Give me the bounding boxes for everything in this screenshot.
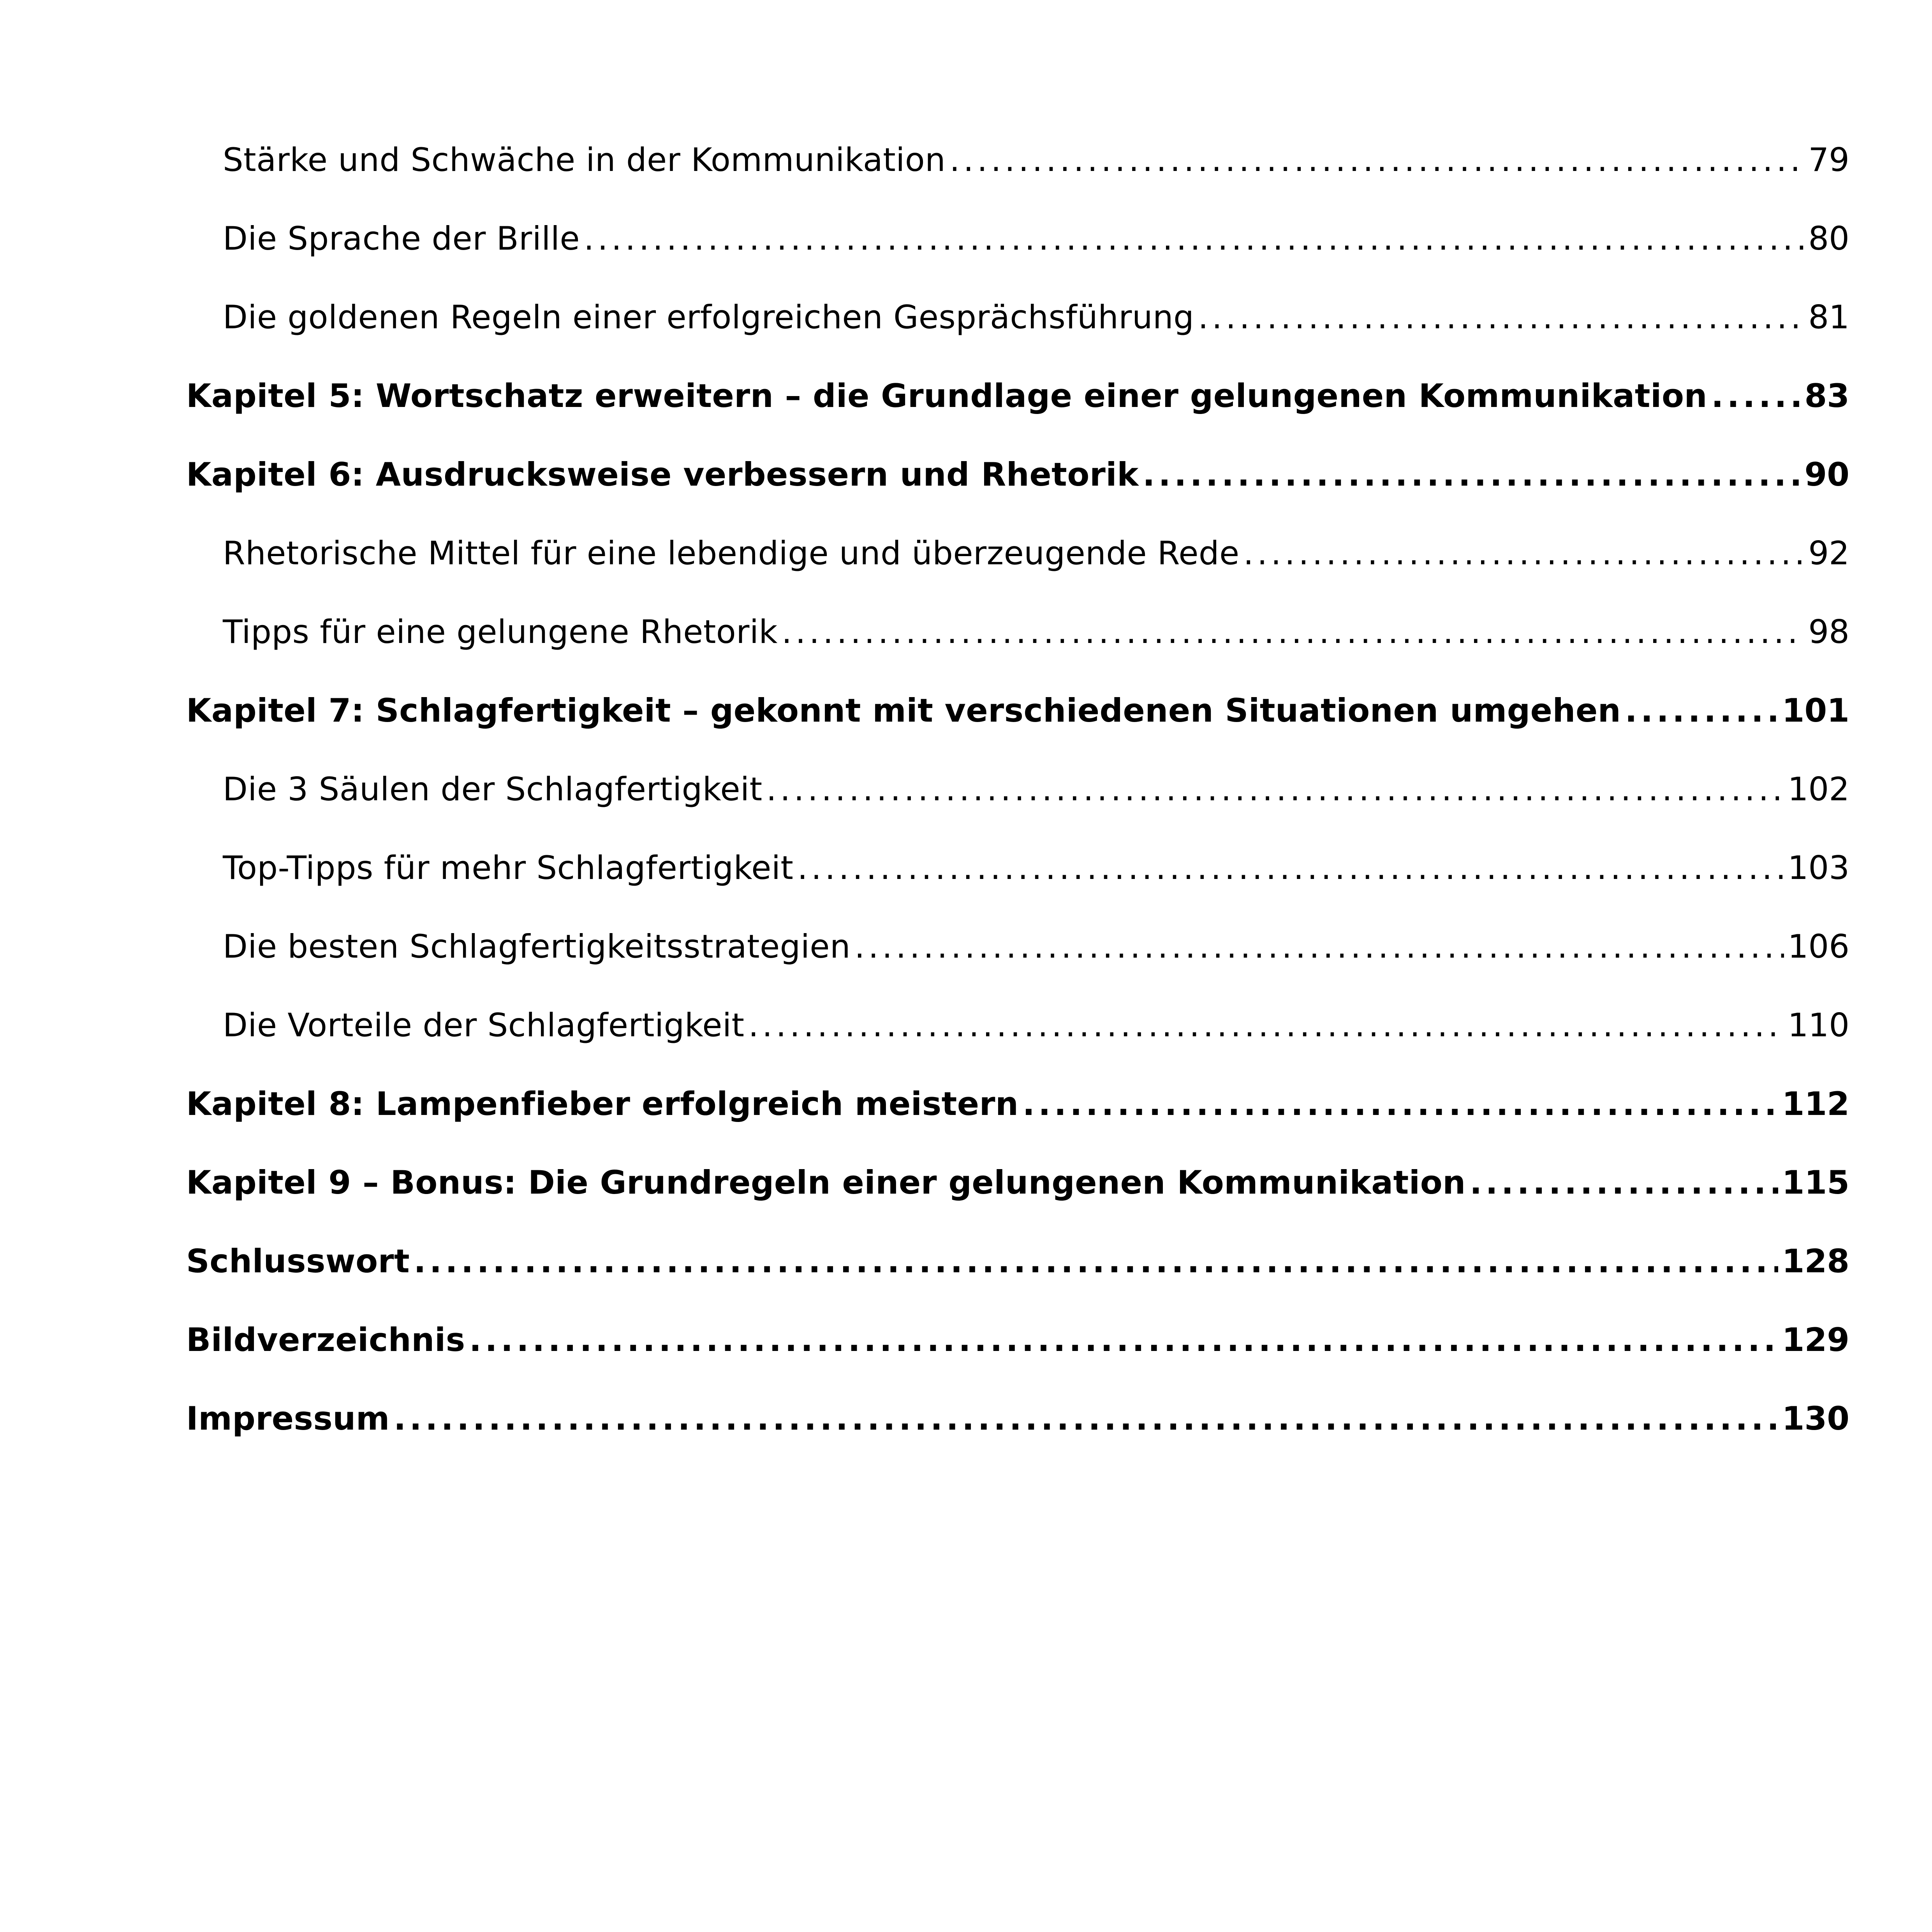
toc-entry-title: Top-Tipps für mehr Schlagfertigkeit	[223, 849, 794, 887]
toc-dot-leader	[797, 852, 1784, 884]
toc-entry[interactable]	[0, 1314, 1932, 1365]
toc-entry[interactable]	[0, 449, 1932, 500]
toc-entry-title: Rhetorische Mittel für eine lebendige und überzeugende Rede	[223, 534, 1240, 572]
toc-entry-title: Impressum	[186, 1399, 390, 1437]
toc-dot-leader	[766, 773, 1784, 805]
toc-dot-leader	[394, 1402, 1778, 1435]
toc-dot-leader	[1470, 1166, 1778, 1199]
toc-entry[interactable]	[0, 1393, 1932, 1444]
toc-entry-title: Kapitel 5: Wortschatz erweitern – die Grundlage einer gelungenen Kommunikation	[186, 377, 1708, 415]
toc-entry-title: Die Vorteile der Schlagfertigkeit	[223, 1006, 745, 1044]
toc-entry-page: 101	[1782, 691, 1849, 729]
toc-entry-title: Schlusswort	[186, 1242, 410, 1280]
toc-entry-title: Stärke und Schwäche in der Kommunikation	[223, 141, 946, 179]
toc-entry-page: 102	[1788, 770, 1849, 808]
toc-dot-leader	[1711, 380, 1800, 412]
toc-entry[interactable]	[0, 1000, 1932, 1050]
toc-entry-page: 80	[1808, 219, 1849, 257]
toc-dot-leader	[949, 144, 1804, 176]
toc-entry[interactable]	[0, 1236, 1932, 1286]
toc-entry-title: Kapitel 6: Ausdrucksweise verbessern und Rhetorik	[186, 455, 1139, 493]
toc-dot-leader	[414, 1245, 1778, 1277]
toc-entry[interactable]	[0, 764, 1932, 814]
toc-dot-leader	[748, 1009, 1784, 1041]
toc-entry[interactable]	[0, 292, 1932, 342]
toc-entry[interactable]	[0, 1157, 1932, 1208]
toc-dot-leader	[1143, 458, 1801, 491]
toc-entry-title: Kapitel 9 – Bonus: Die Grundregeln einer gelungenen Kommunikation	[186, 1163, 1466, 1201]
toc-entry-page: 128	[1782, 1242, 1849, 1280]
toc-entry[interactable]	[0, 134, 1932, 185]
toc-dot-leader	[469, 1324, 1778, 1356]
toc-entry-title: Bildverzeichnis	[186, 1321, 465, 1359]
toc-entry-page: 115	[1782, 1163, 1849, 1201]
toc-entry-page: 130	[1782, 1399, 1849, 1437]
toc-dot-leader	[1023, 1088, 1778, 1120]
toc-dot-leader	[854, 930, 1784, 963]
toc-entry-title: Kapitel 7: Schlagfertigkeit – gekonnt mit verschiedenen Situationen umgehen	[186, 691, 1621, 729]
toc-entry-page: 110	[1788, 1006, 1849, 1044]
toc-entry-page: 81	[1808, 298, 1849, 336]
toc-dot-leader	[1625, 694, 1778, 727]
toc-dot-leader	[782, 616, 1804, 648]
toc-entry-page: 90	[1804, 455, 1849, 493]
toc-entry-title: Die Sprache der Brille	[223, 219, 580, 257]
toc-entry-page: 79	[1808, 141, 1849, 179]
toc-entry-title: Die besten Schlagfertigkeitsstrategien	[223, 927, 851, 965]
toc-entry-title: Die goldenen Regeln einer erfolgreichen Gesprächsführung	[223, 298, 1194, 336]
toc-entry[interactable]	[0, 921, 1932, 972]
toc-entry-page: 98	[1808, 613, 1849, 651]
toc-entry[interactable]	[0, 528, 1932, 578]
toc-entry-page: 112	[1782, 1085, 1849, 1123]
toc-entry[interactable]	[0, 842, 1932, 893]
toc-entry-page: 83	[1804, 377, 1849, 415]
toc-entry[interactable]	[0, 370, 1932, 421]
toc-entry-title: Tipps für eine gelungene Rhetorik	[223, 613, 778, 651]
toc-entry-title: Die 3 Säulen der Schlagfertigkeit	[223, 770, 763, 808]
toc-entry-title: Kapitel 8: Lampenfieber erfolgreich meistern	[186, 1085, 1019, 1123]
toc-entry[interactable]	[0, 606, 1932, 657]
toc-entry[interactable]	[0, 213, 1932, 264]
toc-entry[interactable]	[0, 685, 1932, 736]
toc-dot-leader	[1243, 537, 1805, 569]
toc-dot-leader	[584, 222, 1804, 255]
toc-entry-page: 129	[1782, 1321, 1849, 1359]
toc-entry-page: 106	[1788, 927, 1849, 965]
toc-dot-leader	[1198, 301, 1804, 333]
toc-entry-page: 103	[1788, 849, 1849, 887]
toc-entry[interactable]	[0, 1078, 1932, 1129]
toc-entry-page: 92	[1808, 534, 1849, 572]
